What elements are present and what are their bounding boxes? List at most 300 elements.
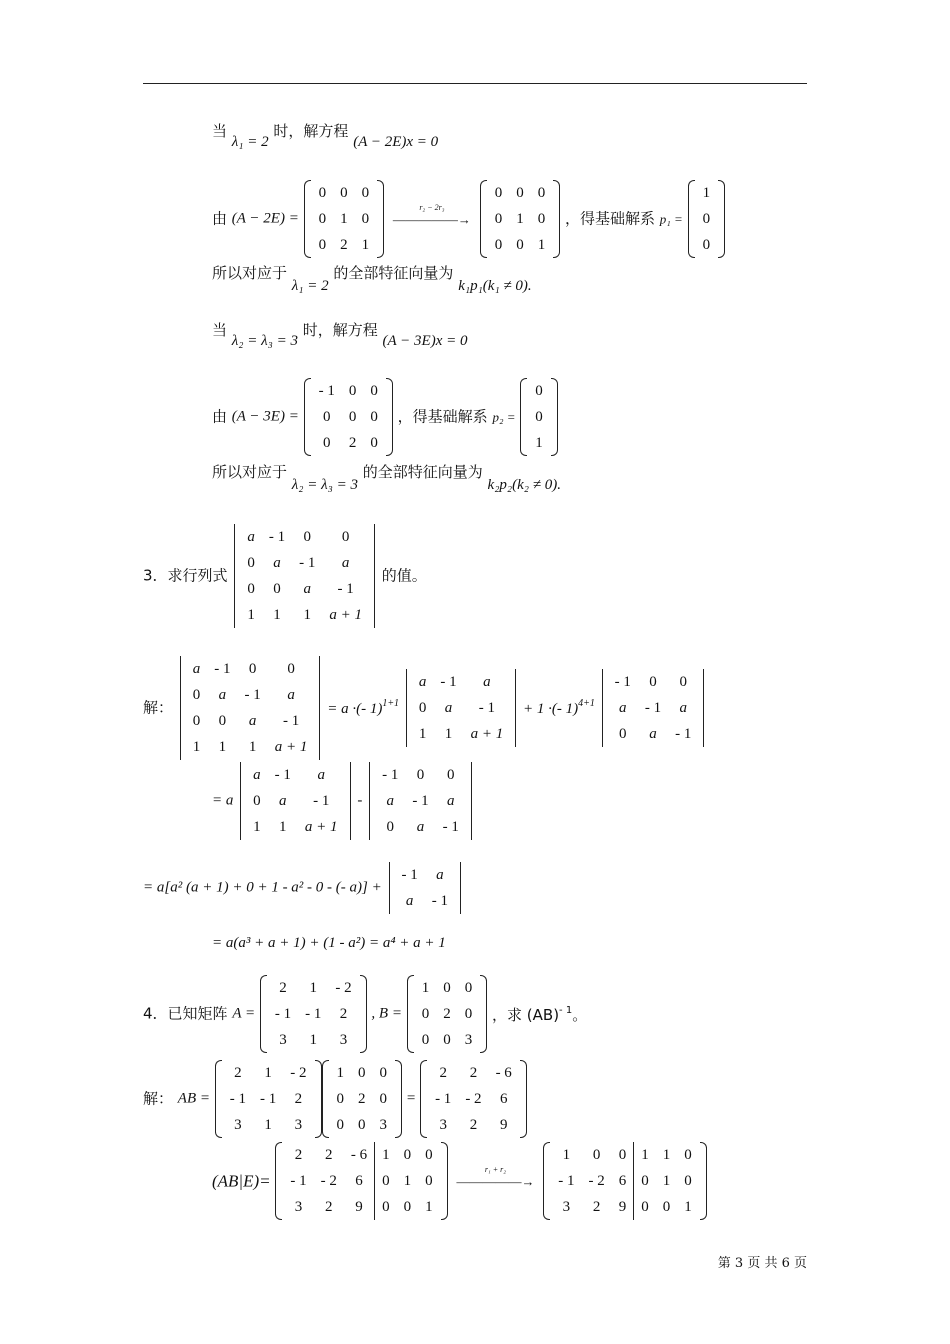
matrix-cell: 1 — [192, 738, 201, 755]
matrix-cell: 1 — [662, 1172, 671, 1189]
text-when: 当 — [212, 321, 228, 339]
matrix-cell: a + 1 — [274, 738, 308, 755]
matrix-cell: - 1 — [614, 673, 631, 690]
eigvec-k2p2: k₂p₂(k₂ ≠ 0). — [487, 477, 561, 493]
matrix-cell: 0 — [418, 699, 427, 716]
matrix-row — [415, 975, 480, 1001]
matrix-cell: 0 — [634, 1194, 656, 1220]
matrix-cell: 0 — [192, 686, 201, 703]
eigvec-k1p1: k₁p₁(k₁ ≠ 0). — [458, 278, 532, 294]
matrix-row — [375, 814, 466, 840]
matrix-cell: 0 — [535, 382, 543, 399]
matrix-cell: 2 — [234, 1064, 242, 1081]
expansion-term2 — [523, 698, 595, 717]
matrix-row — [283, 1194, 439, 1220]
lambda1: λ₁ = 2 — [231, 134, 269, 150]
matrix-cell: 3 — [294, 1198, 303, 1215]
matrix-row — [428, 1112, 519, 1138]
matrix-cell: 0 — [403, 1198, 412, 1215]
matrix-cell: 2 — [279, 979, 287, 996]
matrix-row — [551, 1168, 699, 1194]
matrix-row — [246, 762, 344, 788]
matrix-cell: 0 — [341, 528, 350, 545]
matrix-cell: 0 — [537, 184, 546, 201]
matrix-cell: 0 — [287, 660, 295, 677]
matrix-cell: 0 — [443, 1031, 451, 1048]
matrix-cell: 1 — [303, 606, 311, 623]
text-so-corresponding: 所以对应于 — [212, 463, 288, 481]
matrix-cell: - 1 — [313, 792, 330, 809]
matrix-cell: - 1 — [244, 686, 261, 703]
matrix-cell: - 1 — [282, 712, 300, 729]
matrix-A-2E-reduced — [480, 180, 561, 258]
matrix-cell: 3 — [294, 1116, 303, 1133]
matrix-row — [488, 180, 553, 206]
solution-3-line2 — [212, 762, 474, 840]
matrix-cell: a — [248, 712, 257, 729]
exponent-41: 4+1 — [578, 698, 595, 709]
matrix-cell: 1 — [336, 1064, 345, 1081]
matrix-cell: 1 — [264, 1064, 272, 1081]
matrix-cell: 0 — [386, 818, 394, 835]
matrix-cell: - 1 — [440, 673, 457, 690]
minor-M11-2 — [238, 762, 352, 840]
matrix-cell: 3 — [562, 1198, 571, 1215]
matrix-cell: 0 — [535, 408, 543, 425]
lhs-A-3E: (A − 3E) = — [231, 408, 299, 425]
matrix-cell: a — [416, 818, 425, 835]
matrix-row — [608, 721, 699, 747]
matrix-cell: a — [679, 699, 688, 716]
minor-M41 — [600, 669, 707, 747]
matrix-cell: 0 — [273, 580, 281, 597]
eq-a-prefix: = a ·(- 1) — [327, 701, 383, 717]
matrix-cell: - 1 — [299, 554, 316, 571]
matrix-table — [551, 1142, 699, 1220]
line-eigvec-2 — [212, 463, 561, 493]
matrix-cell: a — [418, 673, 427, 690]
matrix-cell: 9 — [618, 1198, 627, 1215]
matrix-cell: 3 — [339, 1031, 348, 1048]
matrix-cell: 1 — [264, 1116, 272, 1133]
matrix-cell: 0 — [318, 236, 327, 253]
matrix-cell: 9 — [355, 1198, 363, 1215]
expansion-term1 — [327, 698, 400, 717]
matrix-cell: 6 — [499, 1090, 508, 1107]
equation-A-2E: (A − 2E)x = 0 — [353, 134, 439, 150]
matrix-cell: a — [386, 792, 394, 809]
matrix-row — [415, 1001, 480, 1027]
matrix-row — [312, 206, 377, 232]
matrix-cell: 1 — [273, 606, 281, 623]
matrix-cell: 0 — [425, 1172, 433, 1189]
matrix-cell: 2 — [443, 1005, 451, 1022]
matrix-cell: 0 — [619, 725, 627, 742]
matrix-row — [551, 1142, 699, 1168]
matrix-cell: 0 — [358, 1064, 366, 1081]
vector-p2 — [520, 378, 558, 456]
matrix-cell: 1 — [403, 1172, 412, 1189]
matrix-cell: 0 — [702, 236, 711, 253]
row-op-label: r₂ − 2r₃ — [419, 202, 445, 212]
ask-end: 。 — [572, 1005, 588, 1024]
matrix-cell: 2 — [358, 1090, 366, 1107]
matrix-row — [312, 430, 385, 456]
matrix-cell: - 6 — [350, 1146, 368, 1163]
matrix-cell: 0 — [649, 673, 657, 690]
equation-A-3E: (A − 3E)x = 0 — [382, 333, 468, 349]
determinant-D4 — [232, 524, 377, 628]
ABE-label: (AB|E)= — [212, 1171, 271, 1191]
matrix-cell: 6 — [618, 1172, 627, 1189]
text-from: 由 — [212, 407, 228, 426]
minor-M11 — [404, 669, 518, 747]
text-solve-equation: 时，解方程 — [302, 321, 378, 339]
matrix-cell: 1 — [253, 818, 261, 835]
matrix-cell: 1 — [444, 725, 453, 742]
matrix-cell: a + 1 — [304, 818, 338, 835]
matrix-cell: 0 — [247, 554, 255, 571]
eq-a: = a — [212, 792, 234, 809]
matrix-cell: 1 — [684, 1198, 692, 1215]
matrix-cell: 0 — [464, 1005, 473, 1022]
matrix-cell: a — [273, 554, 281, 571]
matrix-cell: - 1 — [318, 382, 335, 399]
matrix-row — [240, 550, 369, 576]
matrix-cell: - 1 — [558, 1172, 575, 1189]
line-eigvec-1 — [212, 264, 532, 294]
matrix-table — [240, 524, 369, 628]
text-basis: ，得基础解系 — [397, 407, 488, 426]
matrix-cell: - 2 — [335, 979, 352, 996]
matrix-cell: 2 — [294, 1090, 303, 1107]
matrix-row — [528, 378, 550, 404]
final-result: = a(a³ + a + 1) + (1 - a²) = a⁴ + a + 1 — [212, 935, 446, 951]
matrix-row — [528, 404, 550, 430]
matrix-cell: 1 — [535, 434, 543, 451]
matrix-cell: a + 1 — [470, 725, 504, 742]
matrix-cell: 1 — [421, 979, 430, 996]
matrix-cell: a — [218, 686, 227, 703]
solution-4-line2 — [212, 1142, 707, 1220]
row-op-arrow: r₂ − 2r₃ —————→ — [389, 213, 475, 226]
solution-4-line1 — [143, 1060, 527, 1138]
problem-4 — [143, 975, 587, 1053]
matrix-row — [395, 888, 456, 914]
matrix-cell: 2 — [469, 1064, 478, 1081]
matrix-cell: - 1 — [290, 1172, 307, 1189]
matrix-A — [260, 975, 367, 1053]
matrix-cell: 0 — [403, 1146, 412, 1163]
matrix-table — [223, 1060, 314, 1138]
matrix-row — [330, 1060, 395, 1086]
header-rule — [143, 83, 807, 84]
matrix-cell: 0 — [318, 184, 327, 201]
matrix-cell: - 6 — [495, 1064, 512, 1081]
problem-3 — [143, 524, 427, 628]
matrix-cell: 0 — [336, 1116, 345, 1133]
matrix-A-2E — [304, 180, 385, 258]
matrix-cell: 0 — [218, 712, 227, 729]
matrix-cell: 0 — [494, 236, 503, 253]
matrix-cell: 1 — [425, 1198, 433, 1215]
matrix-row — [283, 1168, 439, 1194]
matrix-table — [415, 975, 480, 1053]
matrix-table — [608, 669, 699, 747]
matrix-row — [312, 378, 385, 404]
matrix-A-2 — [215, 1060, 322, 1138]
matrix-row — [223, 1060, 314, 1086]
matrix-row — [412, 695, 510, 721]
matrix-row — [186, 734, 315, 760]
minus-sign: - — [357, 792, 363, 809]
ask-text: ，求 (AB) — [492, 1005, 560, 1024]
matrix-row — [240, 602, 369, 628]
matrix-row — [528, 430, 550, 456]
matrix-cell: 2 — [339, 1005, 348, 1022]
text-all-eigenvectors: 的全部特征向量为 — [333, 264, 454, 282]
solution-3-line1 — [143, 656, 706, 760]
matrix-cell: - 1 — [442, 818, 459, 835]
matrix-cell: 0 — [702, 210, 711, 227]
matrix-cell: - 1 — [229, 1090, 247, 1107]
matrix-cell: 0 — [375, 1168, 397, 1194]
matrix-cell: 1 — [279, 818, 287, 835]
matrix-cell: 0 — [684, 1146, 692, 1163]
matrix-cell: - 1 — [435, 1090, 452, 1107]
matrix-table — [412, 669, 510, 747]
row-op-arrow-2: r₁ + r₂ —————→ — [452, 1175, 538, 1188]
matrix-row — [415, 1027, 480, 1053]
matrix-cell: 1 — [247, 606, 255, 623]
matrix-row — [428, 1060, 519, 1086]
matrix-table — [330, 1060, 395, 1138]
matrix-cell: 2 — [439, 1064, 447, 1081]
matrix-cell: 0 — [421, 1005, 430, 1022]
matrix-cell: a — [446, 792, 455, 809]
matrix-cell: 2 — [325, 1146, 333, 1163]
matrix-row — [696, 180, 718, 206]
line-when-lambda1 — [212, 122, 439, 150]
lambda23-ref: λ₂ = λ₃ = 3 — [291, 477, 358, 493]
matrix-table — [696, 180, 718, 258]
matrix-cell: - 1 — [401, 866, 418, 883]
matrix-cell: 2 — [592, 1198, 601, 1215]
matrix-cell: 0 — [247, 580, 255, 597]
matrix-cell: a + 1 — [329, 606, 362, 623]
matrix-cell: - 1 — [214, 660, 231, 677]
matrix-table — [246, 762, 344, 840]
matrix-cell: 0 — [494, 184, 503, 201]
matrix-table — [312, 378, 385, 456]
matrix-cell: - 1 — [644, 699, 662, 716]
matrix-cell: a — [247, 528, 255, 545]
matrix-cell: 2 — [340, 236, 348, 253]
matrix-cell: 0 — [323, 434, 331, 451]
equals-sign: = — [406, 1090, 416, 1107]
matrix-cell: 2 — [294, 1146, 303, 1163]
matrix-row — [283, 1142, 439, 1168]
matrix-row — [246, 814, 344, 840]
determinant-D2 — [387, 862, 464, 914]
matrix-row — [330, 1112, 395, 1138]
matrix-table — [186, 656, 315, 760]
problem-3-tail: 的值。 — [381, 566, 427, 585]
expansion-line3: = a[a² (a + 1) + 0 + 1 - a² - 0 - (- a)] + — [143, 879, 382, 896]
matrix-cell: 0 — [464, 979, 473, 996]
matrix-cell: 0 — [370, 382, 378, 399]
matrix-cell: 0 — [684, 1172, 692, 1189]
matrix-row — [312, 180, 377, 206]
text-from: 由 — [212, 209, 228, 228]
matrix-cell: a — [253, 766, 261, 783]
matrix-cell: 0 — [425, 1146, 433, 1163]
solution-3-line3 — [143, 862, 463, 914]
matrix-row — [375, 762, 466, 788]
matrix-table — [268, 975, 359, 1053]
lambda1-ref: λ₁ = 2 — [291, 278, 329, 294]
matrix-cell: - 1 — [274, 1005, 292, 1022]
matrix-cell: a — [279, 792, 287, 809]
matrix-cell: 0 — [592, 1146, 601, 1163]
matrix-cell: 1 — [340, 210, 348, 227]
matrix-cell: 1 — [361, 236, 370, 253]
matrix-row — [240, 524, 369, 550]
matrix-cell: - 1 — [478, 699, 496, 716]
matrix-cell: - 2 — [588, 1172, 605, 1189]
matrix-row — [488, 206, 553, 232]
matrix-cell: a — [287, 686, 295, 703]
row-op-label-2: r₁ + r₂ — [484, 1164, 507, 1174]
plus-prefix: + 1 ·(- 1) — [523, 701, 579, 717]
matrix-cell: 0 — [379, 1064, 388, 1081]
vector-p1 — [688, 180, 726, 258]
matrix-cell: a — [317, 766, 325, 783]
B-label: , B = — [371, 1005, 402, 1022]
problem-3-label: 3．求行列式 — [143, 566, 228, 585]
text-all-eigenvectors: 的全部特征向量为 — [362, 463, 483, 481]
lambda23: λ₂ = λ₃ = 3 — [231, 333, 298, 349]
matrix-cell: 3 — [439, 1116, 447, 1133]
matrix-row — [223, 1086, 314, 1112]
matrix-cell: 0 — [253, 792, 261, 809]
exponent-11: 1+1 — [382, 698, 400, 709]
matrix-row — [268, 1001, 359, 1027]
matrix-cell: 3 — [279, 1031, 287, 1048]
matrix-cell: a — [436, 866, 444, 883]
matrix-cell: 0 — [303, 528, 311, 545]
matrix-row — [412, 721, 510, 747]
matrix-row — [312, 404, 385, 430]
matrix-cell: 0 — [192, 712, 201, 729]
matrix-AB — [420, 1060, 527, 1138]
matrix-cell: 1 — [562, 1146, 571, 1163]
matrix-cell: 1 — [375, 1142, 397, 1168]
matrix-cell: 0 — [516, 184, 524, 201]
matrix-cell: 0 — [318, 210, 327, 227]
text-solve-equation: 时，解方程 — [273, 122, 349, 140]
minor-M41-2 — [367, 762, 474, 840]
matrix-cell: - 2 — [465, 1090, 482, 1107]
matrix-row — [551, 1194, 699, 1220]
matrix-cell: 1 — [634, 1142, 656, 1168]
matrix-cell: 0 — [370, 408, 378, 425]
matrix-row — [696, 232, 718, 258]
matrix-row — [186, 708, 315, 734]
matrix-row — [395, 862, 456, 888]
matrix-cell: - 1 — [274, 766, 291, 783]
matrix-cell: - 1 — [431, 892, 449, 909]
matrix-table — [312, 180, 377, 258]
matrix-cell: 1 — [218, 738, 227, 755]
matrix-cell: 3 — [234, 1116, 242, 1133]
line-A-3E — [212, 378, 558, 456]
matrix-cell: 0 — [370, 434, 378, 451]
p1-label: p₁ = — [659, 211, 683, 227]
line-A-2E — [212, 180, 725, 258]
matrix-row — [186, 656, 315, 682]
matrix-cell: 9 — [499, 1116, 508, 1133]
matrix-cell: 2 — [469, 1116, 478, 1133]
matrix-cell: 0 — [323, 408, 331, 425]
matrix-cell: 0 — [375, 1194, 397, 1220]
matrix-cell: 0 — [443, 979, 451, 996]
matrix-B-2 — [322, 1060, 403, 1138]
matrix-cell: 0 — [361, 184, 370, 201]
matrix-cell: - 2 — [320, 1172, 337, 1189]
matrix-cell: a — [303, 580, 311, 597]
matrix-row — [412, 669, 510, 695]
problem-4-label: 4．已知矩阵 — [143, 1004, 228, 1023]
matrix-cell: 0 — [379, 1090, 388, 1107]
p2-label: p₂ = — [492, 409, 516, 425]
matrix-cell: a — [341, 554, 350, 571]
matrix-cell: a — [649, 725, 657, 742]
matrix-row — [312, 232, 377, 258]
matrix-cell: - 1 — [260, 1090, 277, 1107]
matrix-table — [428, 1060, 519, 1138]
matrix-cell: 6 — [355, 1172, 363, 1189]
matrix-cell: - 1 — [675, 725, 692, 742]
matrix-cell: 2 — [325, 1198, 333, 1215]
matrix-A-3E — [304, 378, 393, 456]
matrix-cell: 1 — [537, 236, 546, 253]
solution-3-line4 — [212, 935, 446, 951]
matrix-cell: 0 — [348, 382, 357, 399]
matrix-cell: 3 — [379, 1116, 388, 1133]
matrix-cell: a — [619, 699, 627, 716]
matrix-table — [488, 180, 553, 258]
augmented-matrix-2 — [543, 1142, 707, 1220]
matrix-cell: 1 — [418, 725, 427, 742]
matrix-cell: 0 — [662, 1198, 671, 1215]
matrix-cell: 1 — [662, 1146, 671, 1163]
matrix-cell: 1 — [516, 210, 524, 227]
solution-label: 解： — [143, 1089, 174, 1108]
matrix-cell: 0 — [634, 1168, 656, 1194]
matrix-row — [186, 682, 315, 708]
matrix-table — [283, 1142, 439, 1220]
matrix-cell: 1 — [309, 1031, 317, 1048]
matrix-cell: 0 — [516, 236, 524, 253]
matrix-row — [268, 975, 359, 1001]
A-label: A = — [232, 1005, 256, 1022]
lhs-A-2E: (A − 2E) = — [231, 210, 299, 227]
matrix-cell: - 1 — [382, 766, 399, 783]
matrix-row — [608, 669, 699, 695]
matrix-row — [268, 1027, 359, 1053]
text-so-corresponding: 所以对应于 — [212, 264, 288, 282]
